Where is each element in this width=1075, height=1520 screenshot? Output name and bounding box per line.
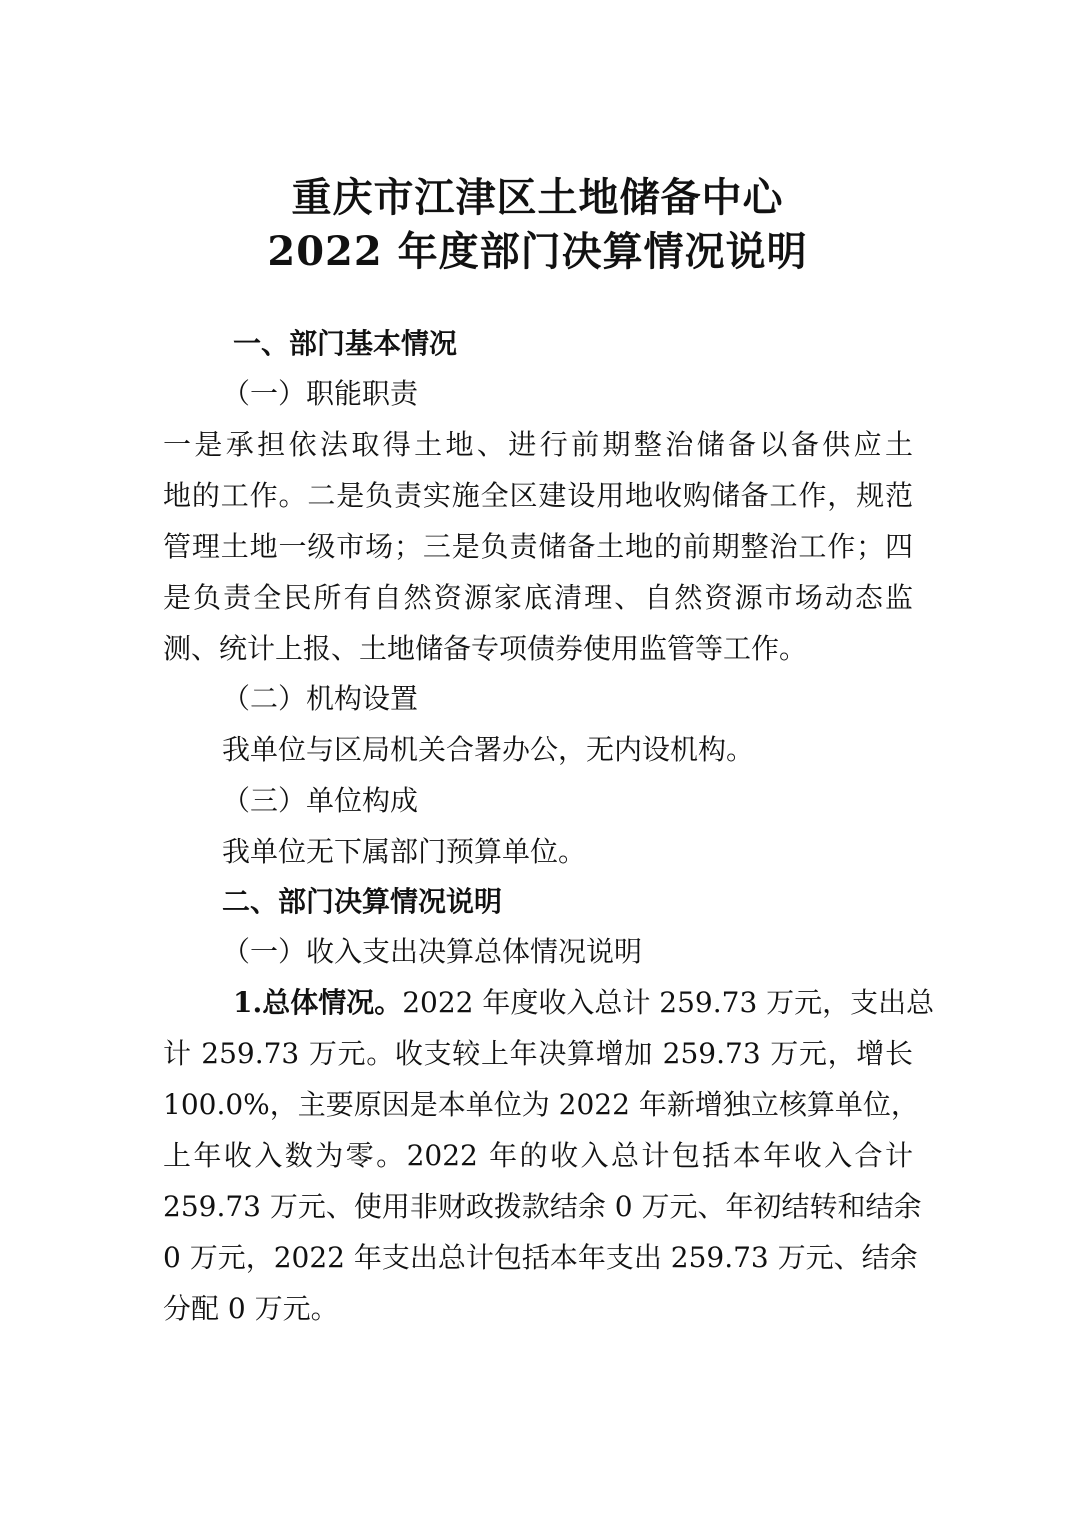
overall-line-5: 259.73 万元、使用非财政拨款结余 0 万元、年初结转和结余: [163, 1190, 922, 1223]
duty-line-2: 地的工作。二是负责实施全区建设用地收购储备工作，规范: [163, 479, 913, 512]
section1-heading: 一、部门基本情况: [233, 327, 458, 360]
document-title-line2: 2022 年度部门决算情况说明: [267, 228, 808, 275]
overall-lead-rest: 2022 年度收入总计 259.73 万元，支出总: [402, 986, 935, 1019]
overall-line-2: 计 259.73 万元。收支较上年决算增加 259.73 万元，增长: [163, 1037, 913, 1070]
duty-line-4: 是负责全民所有自然资源家底清理、自然资源市场动态监: [163, 581, 913, 614]
section1-sub3-text: 我单位无下属部门预算单位。: [222, 835, 587, 868]
overall-line-7: 分配 0 万元。: [163, 1292, 339, 1325]
section1-sub2-text: 我单位与区局机关合署办公，无内设机构。: [222, 733, 755, 766]
overall-line-4: 上年收入数为零。2022 年的收入总计包括本年收入合计: [163, 1139, 913, 1172]
duty-line-3: 管理土地一级市场；三是负责储备土地的前期整治工作；四: [163, 530, 913, 563]
section1-sub3-heading: （三）单位构成: [222, 784, 419, 817]
section1-sub2-heading: （二）机构设置: [222, 682, 419, 715]
section2-sub1-heading: （一）收入支出决算总体情况说明: [222, 935, 643, 968]
section2-heading: 二、部门决算情况说明: [222, 885, 503, 918]
duty-line-1: 一是承担依法取得土地、进行前期整治储备以备供应土: [163, 428, 913, 461]
overall-line-6: 0 万元，2022 年支出总计包括本年支出 259.73 万元、结余: [163, 1241, 918, 1274]
overall-line-1: [233, 986, 935, 1020]
overall-lead-bold: 1.总体情况。: [233, 986, 403, 1019]
document-title-line1: 重庆市江津区土地储备中心: [291, 174, 784, 221]
overall-line-3: 100.0%，主要原因是本单位为 2022 年新增独立核算单位，: [163, 1088, 919, 1121]
section1-sub1-heading: （一）职能职责: [222, 377, 419, 410]
duty-line-5: 测、统计上报、土地储备专项债券使用监管等工作。: [163, 632, 808, 665]
